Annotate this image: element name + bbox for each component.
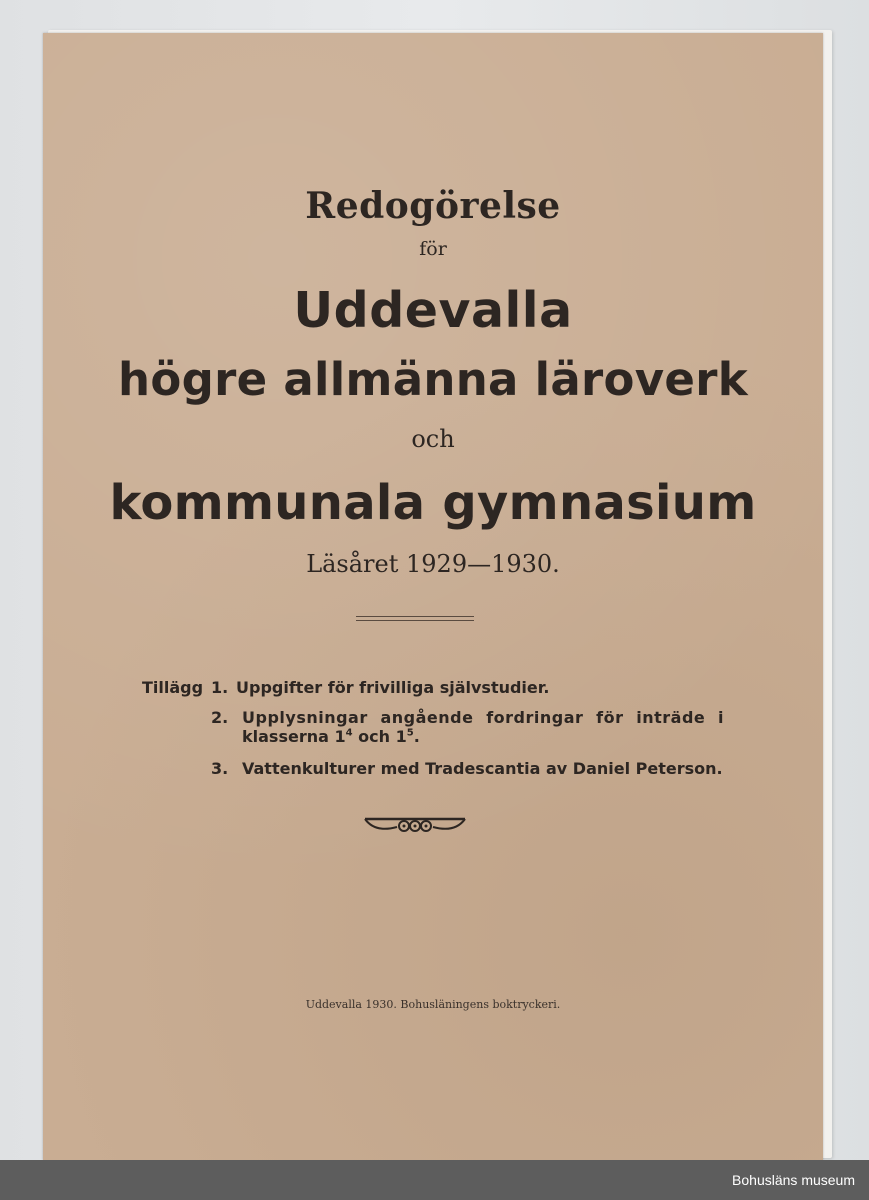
supplement-item-1: Uppgifter för frivilliga självstudier. <box>236 678 550 697</box>
report-title: Redogörelse <box>305 185 561 227</box>
school-name-line-1: Uddevalla <box>293 282 573 339</box>
supplement-number-1: 1. <box>211 678 229 697</box>
school-year: Läsåret 1929—1930. <box>306 550 560 578</box>
document-cover <box>43 33 823 1160</box>
printer-imprint: Uddevalla 1930. Bohusläningens boktryckeri. <box>305 998 561 1011</box>
double-rule-divider <box>356 616 474 621</box>
title-conjunction: och <box>411 425 455 453</box>
supplement-item-2-line-1: Upplysningar angående fordringar för inträde i <box>242 708 724 727</box>
scroll-ornament-icon <box>363 813 467 835</box>
school-name-line-3: kommunala gymnasium <box>109 475 757 531</box>
museum-footer-bar <box>0 1160 869 1200</box>
supplement-number-2: 2. <box>211 708 229 727</box>
supplements-label: Tillägg <box>142 678 204 697</box>
supplement-item-3: Vattenkulturer med Tradescantia av Daniel Peterson. <box>242 759 723 778</box>
school-name-line-2: högre allmänna läroverk <box>118 353 748 406</box>
museum-credit: Bohusläns museum <box>732 1172 855 1188</box>
title-for: för <box>419 238 447 260</box>
supplement-number-3: 3. <box>211 759 229 778</box>
supplement-item-2-line-2: klasserna $1^4$ och $1^5$. <box>242 727 420 746</box>
